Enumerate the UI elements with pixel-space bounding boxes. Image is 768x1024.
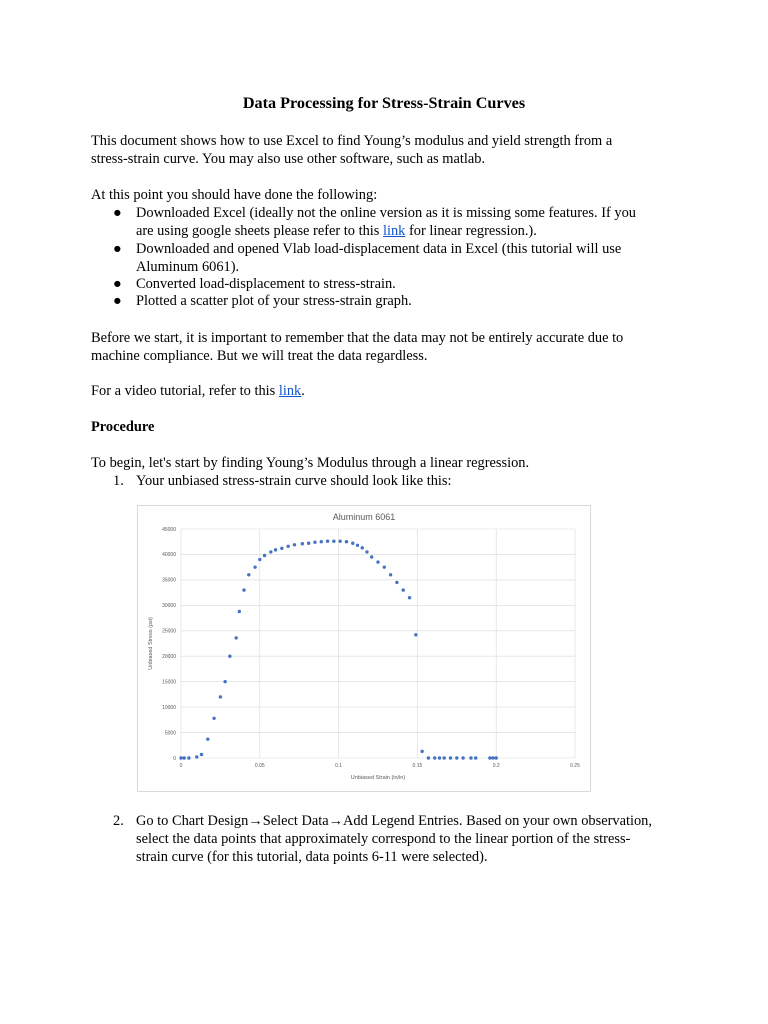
data-point: [414, 633, 417, 636]
x-tick-label: 0.25: [570, 763, 580, 769]
data-point: [356, 544, 359, 547]
list-item: [113, 275, 693, 293]
data-point: [187, 756, 190, 759]
intro-line-1: This document shows how to use Excel to find Young’s modulus and yield strength from a: [91, 133, 613, 149]
note-line-2: machine compliance. But we will treat the data regardless.: [91, 348, 428, 364]
y-tick-label: 30000: [162, 603, 176, 610]
stress-strain-chart: [137, 505, 591, 792]
x-tick-label: 0.05: [254, 763, 265, 769]
data-point: [234, 636, 237, 639]
text-segment: For a video tutorial, refer to this: [91, 383, 279, 399]
list-item-text: select the data points that approximately correspond to the linear portion of the stress-: [136, 831, 631, 847]
x-tick-label: 0.2: [492, 763, 500, 769]
data-point: [206, 737, 209, 740]
data-point: [442, 756, 445, 759]
data-point: [313, 541, 316, 544]
data-point: [449, 756, 452, 759]
y-tick-label: 15000: [162, 679, 176, 686]
y-tick-label: 5000: [164, 730, 176, 737]
video-line: [91, 382, 691, 400]
y-tick-label: 25000: [162, 628, 176, 635]
step-number: 1.: [113, 473, 124, 489]
data-point: [474, 756, 477, 759]
bullet: ●: [113, 293, 122, 309]
data-point: [469, 756, 472, 759]
data-point: [376, 560, 379, 563]
data-point: [301, 542, 304, 545]
data-point: [420, 750, 423, 753]
y-tick-label: 20000: [162, 654, 176, 661]
intro-line-2: stress-strain curve. You may also use other software, such as matlab.: [91, 151, 486, 167]
data-point: [228, 655, 231, 658]
data-point: [365, 550, 368, 553]
data-point: [269, 550, 272, 553]
data-point: [461, 756, 464, 759]
data-point: [427, 756, 430, 759]
data-point: [389, 573, 392, 576]
video-tutorial-link[interactable]: link: [278, 383, 302, 399]
list-item: [113, 204, 693, 240]
step-number: 2.: [113, 813, 124, 829]
data-point: [274, 548, 277, 551]
prereq-heading: At this point you should have done the following:: [91, 187, 378, 203]
data-point: [293, 543, 296, 546]
list-item-text: [136, 222, 691, 240]
bullet: ●: [113, 205, 122, 221]
google-sheets-link[interactable]: link: [382, 223, 406, 239]
data-point: [219, 695, 222, 698]
data-point: [195, 755, 198, 758]
data-point: [242, 588, 245, 591]
x-tick-label: 0.15: [412, 763, 423, 769]
data-point: [338, 540, 341, 543]
data-point: [345, 540, 348, 543]
list-item-text: Aluminum 6061).: [136, 259, 240, 275]
text-segment: are using google sheets please refer to this: [136, 223, 383, 239]
document-title: Data Processing for Stress-Strain Curves: [242, 94, 526, 112]
procedure-heading: Procedure: [91, 419, 155, 435]
data-point: [263, 554, 266, 557]
data-point: [351, 542, 354, 545]
list-item-text: strain curve (for this tutorial, data points 6-11 were selected).: [136, 849, 488, 865]
data-point: [332, 540, 335, 543]
list-item-text: Converted load-displacement to stress-strain.: [136, 276, 396, 292]
data-point: [383, 565, 386, 568]
data-point: [488, 756, 491, 759]
data-point: [258, 558, 261, 561]
y-axis-label: Unbiased Stress (psi): [148, 617, 154, 670]
list-item: [113, 240, 693, 276]
list-item-text: Downloaded Excel (ideally not the online version as it is missing some features. If you: [136, 205, 636, 221]
data-point: [402, 588, 405, 591]
x-tick-label: 0.1: [335, 763, 343, 769]
list-item: [113, 812, 693, 866]
chart-svg: [138, 506, 590, 791]
text-segment: for linear regression.).: [405, 223, 537, 239]
data-point: [491, 756, 494, 759]
data-point: [280, 547, 283, 550]
data-point: [433, 756, 436, 759]
list-item-text: Go to Chart Design→Select Data→Add Legend Entries. Based on your own observation,: [136, 813, 652, 829]
data-point: [370, 555, 373, 558]
y-tick-label: 35000: [162, 577, 176, 584]
data-point: [179, 756, 182, 759]
data-point: [247, 573, 250, 576]
data-point: [238, 610, 241, 613]
note-line-1: Before we start, it is important to remember that the data may not be entirely accurate due to: [91, 330, 624, 346]
list-item-text: Plotted a scatter plot of your stress-strain graph.: [136, 293, 412, 309]
list-item-text: Your unbiased stress-strain curve should look like this:: [136, 473, 452, 489]
y-tick-label: 10000: [162, 704, 176, 711]
bullet: ●: [113, 276, 122, 292]
data-point: [182, 756, 185, 759]
data-point: [307, 542, 310, 545]
y-tick-label: 40000: [162, 552, 176, 559]
chart-title: Aluminum 6061: [332, 512, 396, 522]
data-point: [495, 756, 498, 759]
text-segment: .: [301, 383, 305, 399]
procedure-intro: To begin, let's start by finding Young’s Modulus through a linear regression.: [91, 455, 530, 471]
list-item: [113, 292, 693, 310]
y-tick-label: 45000: [162, 526, 176, 533]
data-point: [253, 565, 256, 568]
y-tick-label: 0: [173, 755, 176, 762]
data-point: [395, 581, 398, 584]
data-point: [223, 680, 226, 683]
data-point: [326, 540, 329, 543]
data-point: [200, 753, 203, 756]
data-point: [408, 596, 411, 599]
data-point: [286, 545, 289, 548]
data-point: [438, 756, 441, 759]
list-item: [113, 472, 693, 490]
data-point: [212, 717, 215, 720]
x-tick-label: 0: [179, 763, 183, 769]
list-item-text: Downloaded and opened Vlab load-displacement data in Excel (this tutorial will use: [136, 241, 622, 257]
x-axis-label: Unbiased Strain (in/in): [350, 775, 406, 781]
data-point: [455, 756, 458, 759]
data-point: [320, 540, 323, 543]
data-point: [361, 546, 364, 549]
bullet: ●: [113, 241, 122, 257]
